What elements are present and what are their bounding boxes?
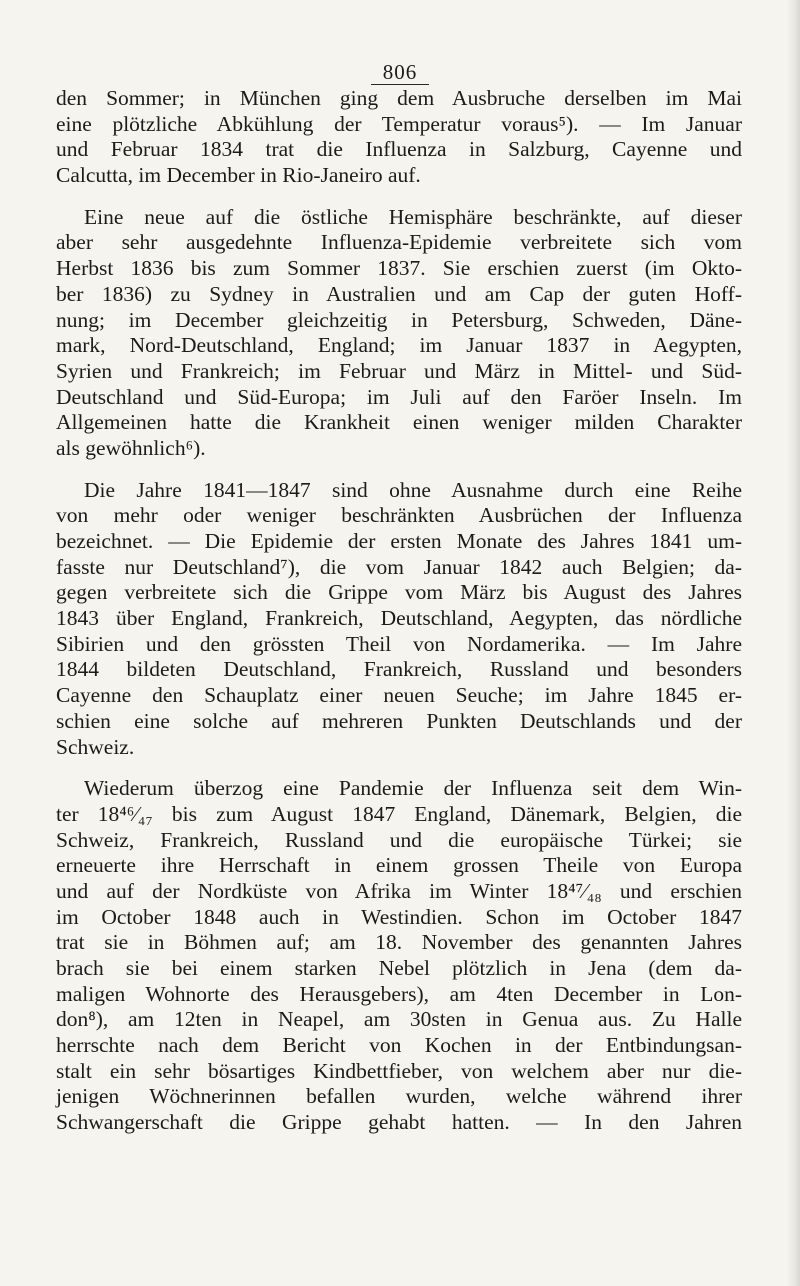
text-line: und auf der Nordküste von Afrika im Winter 18⁴⁷⁄₄₈ und erschien: [56, 878, 742, 903]
page-number: 806: [371, 62, 430, 85]
text-line: eine plötzliche Abkühlung der Temperatur voraus⁵). — Im Januar: [56, 111, 742, 136]
text-line: Schweiz, Frankreich, Russland und die europäische Türkei; sie: [56, 827, 742, 852]
text-line: 1844 bildeten Deutschland, Frankreich, Russland und besonders: [56, 657, 742, 682]
text-line: herrschte nach dem Bericht von Kochen in der Entbindungsan-: [56, 1033, 742, 1058]
text-line: Die Jahre 1841—1847 sind ohne Ausnahme durch eine Reihe: [84, 477, 742, 502]
text-line: Deutschland und Süd-Europa; im Juli auf den Faröer Inseln. Im: [56, 384, 742, 409]
paragraph: [56, 205, 742, 462]
text-line: bezeichnet. — Die Epidemie der ersten Monate des Jahres 1841 um-: [56, 529, 742, 553]
text-line: ber 1836) zu Sydney in Australien und am Cap der guten Hoff-: [56, 281, 742, 306]
text-line: Schweiz.: [56, 734, 135, 759]
page-header: [0, 62, 800, 85]
text-line: von mehr oder weniger beschränkten Ausbrüchen der Influenza: [56, 503, 742, 528]
text-line: Eine neue auf die östliche Hemisphäre beschränkte, auf dieser: [84, 204, 742, 229]
text-line: fasste nur Deutschland⁷), die vom Januar 1842 auch Belgien; da-: [56, 554, 742, 579]
page-edge-shadow: [786, 0, 800, 1286]
paragraph: [56, 86, 742, 189]
text-line: Wiederum überzog eine Pandemie der Influenza seit dem Win-: [84, 776, 742, 801]
paragraph: [56, 478, 742, 761]
text-line: Herbst 1836 bis zum Sommer 1837. Sie erschien zuerst (im Okto-: [56, 256, 742, 281]
text-line: aber sehr ausgedehnte Influenza-Epidemie verbreitete sich vom: [56, 230, 742, 255]
text-line: Cayenne den Schauplatz einer neuen Seuche; im Jahre 1845 er-: [56, 683, 742, 708]
text-line: als gewöhnlich⁶).: [56, 435, 206, 460]
text-line: trat sie in Böhmen auf; am 18. November des genannten Jahres: [56, 930, 742, 955]
text-line: erneuerte ihre Herrschaft in einem grossen Theile von Europa: [56, 853, 742, 878]
text-line: nung; im December gleichzeitig in Petersburg, Schweden, Däne-: [56, 307, 742, 332]
text-line: ter 18⁴⁶⁄₄₇ bis zum August 1847 England, Dänemark, Belgien, die: [56, 801, 742, 826]
text-line: den Sommer; in München ging dem Ausbruche derselben im Mai: [56, 86, 742, 110]
text-line: Schwangerschaft die Grippe gehabt hatten. — In den Jahren: [56, 1110, 742, 1135]
text-line: im October 1848 auch in Westindien. Schon im October 1847: [56, 904, 742, 929]
text-line: mark, Nord-Deutschland, England; im Januar 1837 in Aegypten,: [56, 333, 742, 358]
text-line: 1843 über England, Frankreich, Deutschland, Aegypten, das nördliche: [56, 606, 742, 631]
text-line: Allgemeinen hatte die Krankheit einen weniger milden Charakter: [56, 410, 742, 435]
text-line: Sibirien und den grössten Theil von Nordamerika. — Im Jahre: [56, 631, 742, 656]
text-line: maligen Wohnorte des Herausgebers), am 4ten December in Lon-: [56, 981, 742, 1006]
text-line: Calcutta, im December in Rio-Janeiro auf.: [56, 163, 421, 188]
text-line: stalt ein sehr bösartiges Kindbettfieber, von welchem aber nur die-: [56, 1058, 742, 1083]
text-line: jenigen Wöchnerinnen befallen wurden, welche während ihrer: [56, 1084, 742, 1109]
body-text: [56, 86, 742, 1136]
text-line: schien eine solche auf mehreren Punkten Deutschlands und der: [56, 708, 742, 733]
text-line: gegen verbreitete sich die Grippe vom März bis August des Jahres: [56, 580, 742, 605]
text-line: Syrien und Frankreich; im Februar und März in Mittel- und Süd-: [56, 358, 742, 383]
text-line: don⁸), am 12ten in Neapel, am 30sten in Genua aus. Zu Halle: [56, 1007, 742, 1032]
text-line: brach sie bei einem starken Nebel plötzlich in Jena (dem da-: [56, 956, 742, 980]
paragraph: [56, 776, 742, 1136]
text-line: und Februar 1834 trat die Influenza in Salzburg, Cayenne und: [56, 137, 742, 162]
